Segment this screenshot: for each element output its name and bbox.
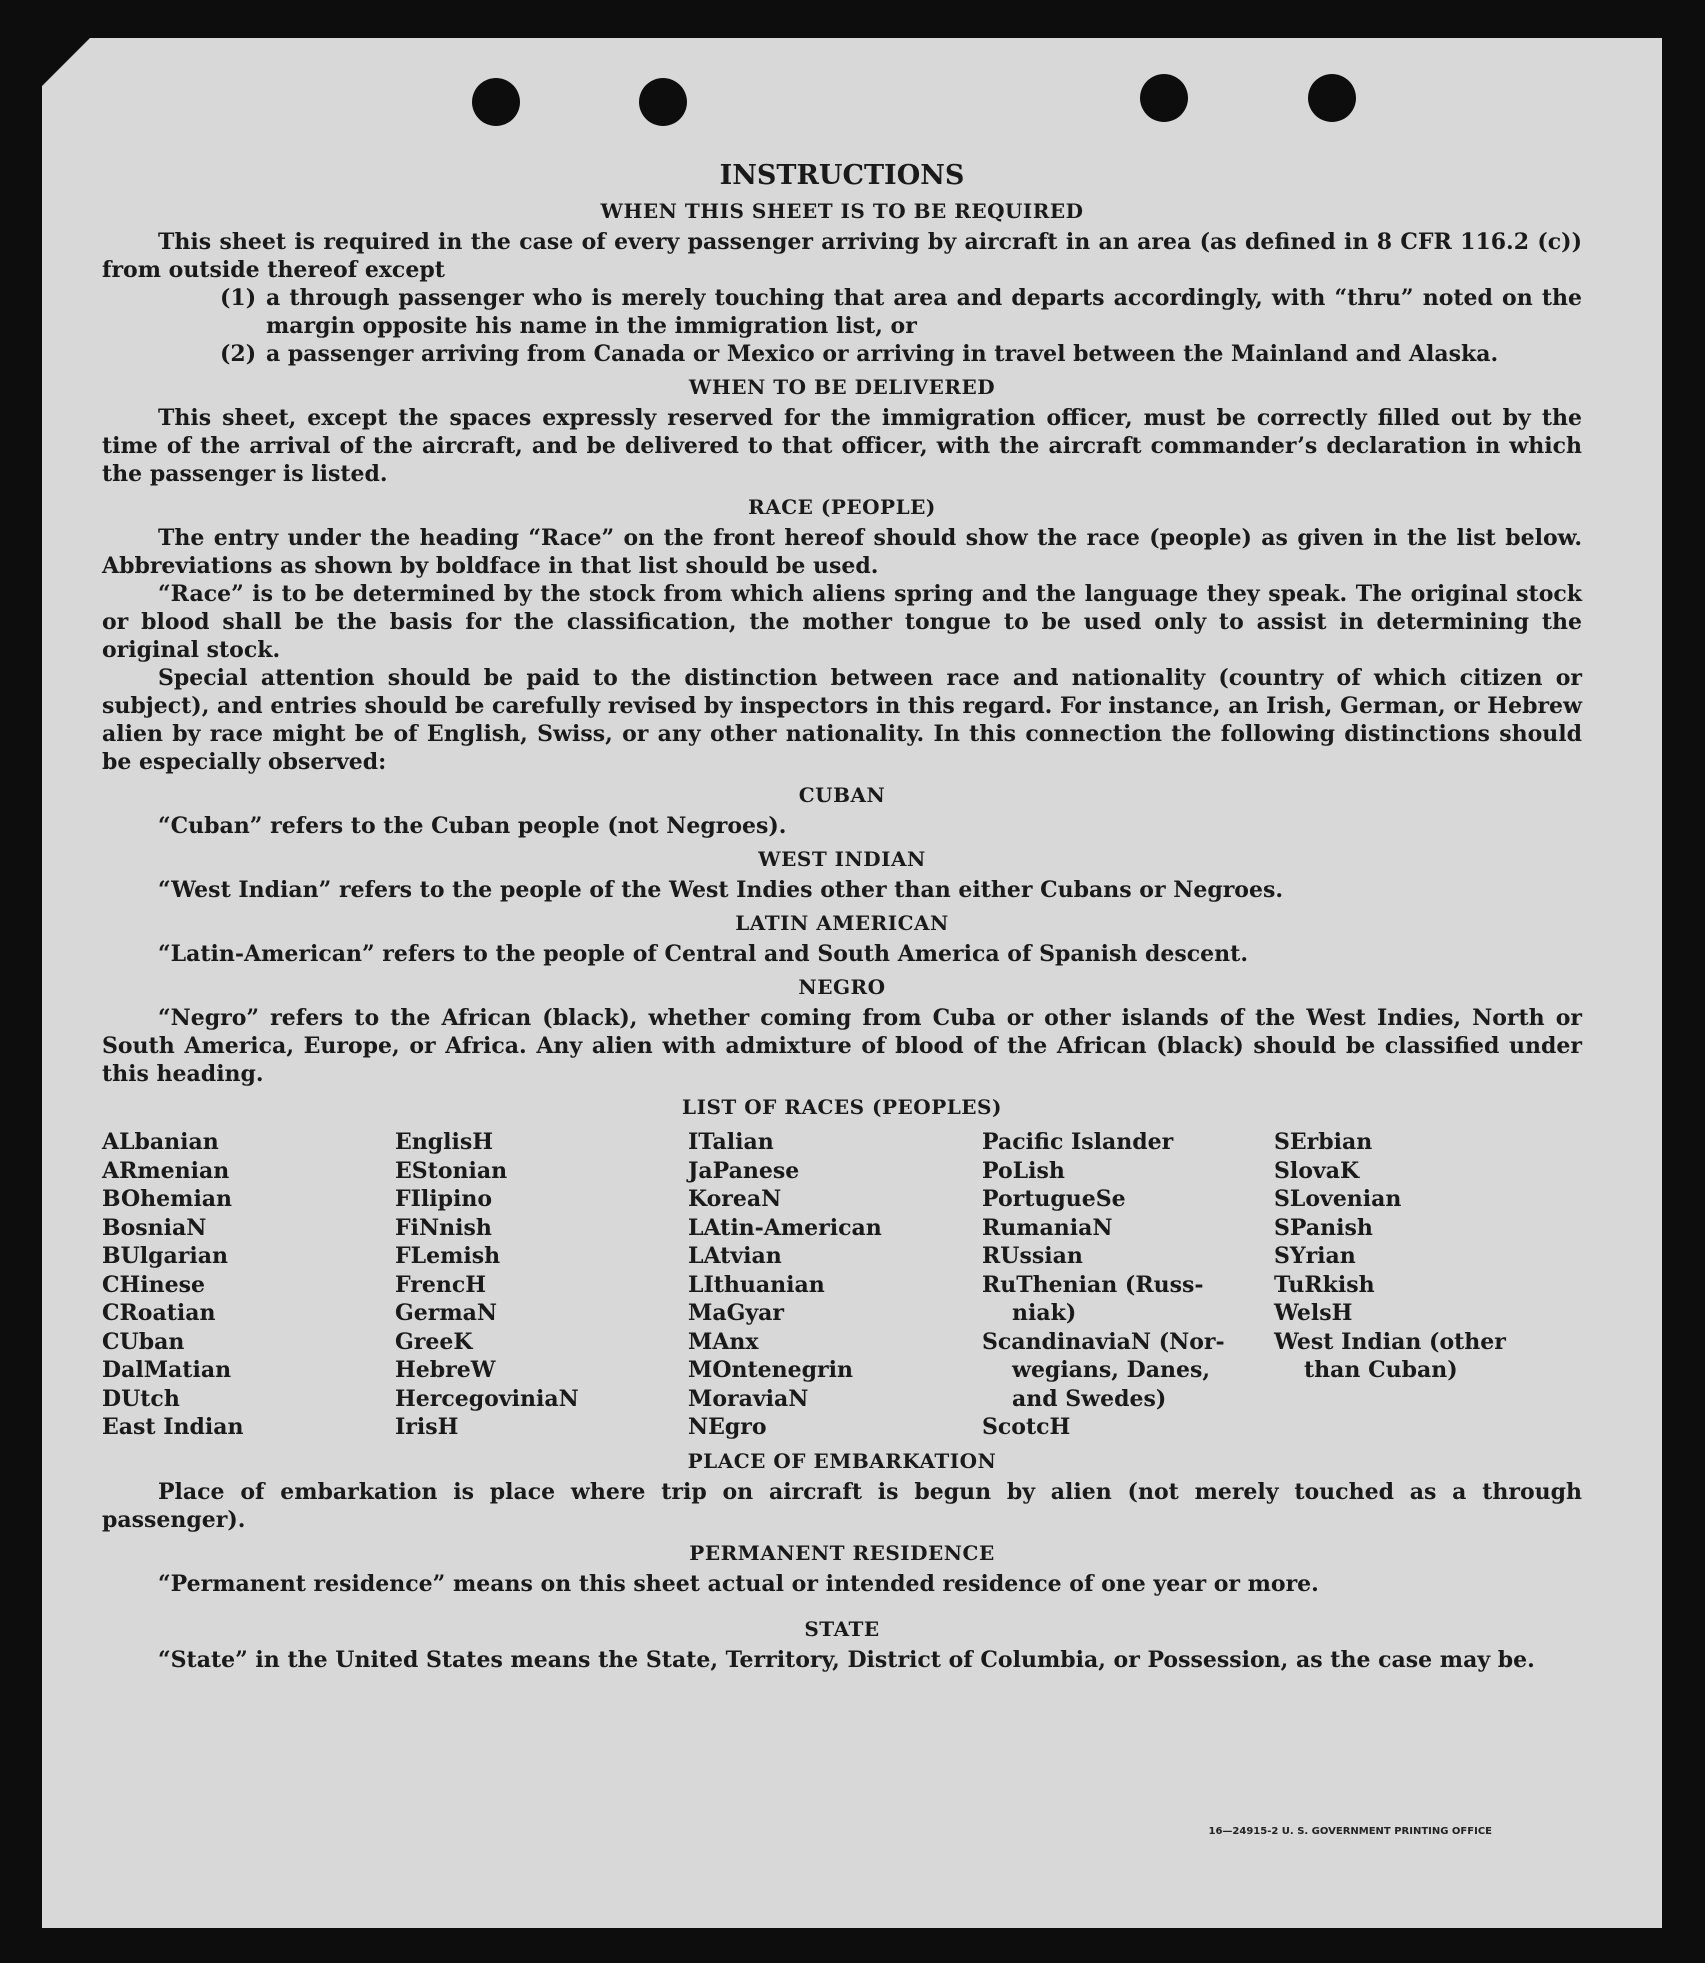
race-entry: BUlgarian [102,1243,228,1270]
races-column [688,1128,982,1442]
race-entry: and Swedes) [1012,1385,1167,1412]
race-entry: CHinese [102,1271,206,1298]
race-entry: FiNnish [395,1214,492,1241]
race-entry: NEgro [688,1414,767,1441]
section-heading-when-delivered: WHEN TO BE DELIVERED [688,375,996,400]
cuban-text: “Cuban” refers to the Cuban people (not Negroes). [158,813,787,840]
race-entry: HercegoviniaN [395,1385,579,1412]
race-entry: MoraviaN [688,1385,809,1412]
race-entry: wegians, Danes, [1012,1357,1210,1384]
residence-text: “Permanent residence” means on this sheet actual or intended residence of one year or more. [158,1570,1319,1597]
race-entry: FLemish [395,1243,501,1270]
race-entry: MAnx [688,1328,759,1355]
race-entry: ITalian [688,1129,774,1156]
race-entry: DalMatian [102,1357,232,1384]
section-heading-west-indian: WEST INDIAN [758,847,926,872]
race-entry: LIthuanian [688,1271,825,1298]
exception-item [102,284,1582,340]
race-entry: RuThenian (Russ- [982,1271,1204,1298]
item-number: (1) [220,285,257,312]
state-text: “State” in the United States means the State, Territory, District of Columbia, or Possession, as the case may be. [158,1646,1535,1673]
race-entry: RumaniaN [982,1214,1113,1241]
race-entry: SLovenian [1274,1186,1402,1213]
race-entry: than Cuban) [1304,1357,1458,1384]
race-entry: BosniaN [102,1214,207,1241]
races-list [102,1128,1582,1442]
races-column [982,1128,1274,1442]
race-entry: DUtch [102,1385,180,1412]
races-column [102,1128,395,1442]
race-entry: IrisH [395,1414,459,1441]
section-heading-cuban: CUBAN [798,783,886,808]
when-delivered-text: This sheet, except the spaces expressly reserved for the immigration officer, must be correctly filled out by the time of the arrival of the aircraft, and be delivered to that officer, with the aircraft commander’s declaration in which the passenger is listed. [102,405,1582,488]
section-heading-when-required: WHEN THIS SHEET IS TO BE REQUIRED [600,199,1084,224]
section-heading-latin-american: LATIN AMERICAN [735,911,949,936]
printer-line: 16—24915-2 U. S. GOVERNMENT PRINTING OFFICE [1208,1826,1492,1837]
race-entry: CUban [102,1328,185,1355]
race-entry: CRoatian [102,1300,216,1327]
race-entry: niak) [1012,1300,1077,1327]
race-entry: MOntenegrin [688,1357,853,1384]
negro-text: “Negro” refers to the African (black), whether coming from Cuba or other islands of the West Indies, North or South America, Europe, or Africa. Any alien with admixture of blood of the African (black) should be classified under this heading. [102,1005,1582,1088]
race-entry: WelsH [1274,1300,1353,1327]
race-entry: FrencH [395,1271,486,1298]
race-entry: PortugueSe [982,1186,1126,1213]
race-entry: ScotcH [982,1414,1071,1441]
section-heading-state: STATE [804,1616,880,1641]
race-entry: HebreW [395,1357,496,1384]
race-entry: SYrian [1274,1243,1356,1270]
west-indian-text: “West Indian” refers to the people of the West Indies other than either Cubans or Negroes. [158,877,1284,904]
race-entry: FIlipino [395,1186,493,1213]
page-title: INSTRUCTIONS [719,160,965,191]
race-entry: TuRkish [1274,1271,1375,1298]
race-entry: ARmenian [102,1157,230,1184]
race-entry: PoLish [982,1157,1065,1184]
instructions-content [102,160,1582,1674]
section-heading-race: RACE (PEOPLE) [748,495,936,520]
race-entry: KoreaN [688,1186,782,1213]
item-number: (2) [220,341,257,368]
race-entry: GermaN [395,1300,498,1327]
race-entry: EnglisH [395,1129,494,1156]
punch-hole [1308,74,1356,122]
punch-hole [472,78,520,126]
race-entry: ScandinaviaN (Nor- [982,1328,1225,1355]
race-entry: RUssian [982,1243,1083,1270]
race-entry: LAtvian [688,1243,782,1270]
document-page [42,38,1662,1928]
races-column [1274,1128,1574,1442]
section-heading-negro: NEGRO [798,975,886,1000]
race-paragraph: “Race” is to be determined by the stock from which aliens spring and the language they speak. The original stock or blood shall be the basis for the classification, the mother tongue to be used only to assist in determining the original stock. [102,581,1582,664]
section-heading-embarkation: PLACE OF EMBARKATION [687,1448,997,1473]
race-entry: JaPanese [688,1157,800,1184]
embarkation-text: Place of embarkation is place where trip on aircraft is begun by alien (not merely touched as a through passenger). [102,1478,1582,1533]
race-entry: East Indian [102,1414,244,1441]
race-entry: Pacific Islander [982,1129,1174,1156]
exception-item [102,340,1582,368]
race-entry: ALbanian [102,1129,219,1156]
race-entry: MaGyar [688,1300,785,1327]
races-column [395,1128,688,1442]
race-entry: LAtin-American [688,1214,882,1241]
section-heading-permanent-residence: PERMANENT RESIDENCE [689,1540,995,1565]
race-entry: BOhemian [102,1186,233,1213]
race-entry: West Indian (other [1274,1328,1506,1355]
race-entry: GreeK [395,1328,473,1355]
latin-american-text: “Latin-American” refers to the people of Central and South America of Spanish descent. [158,941,1248,968]
race-entry: SErbian [1274,1129,1373,1156]
folded-corner [42,38,90,86]
section-heading-list-of-races: LIST OF RACES (PEOPLES) [682,1095,1002,1120]
when-required-intro: This sheet is required in the case of every passenger arriving by aircraft in an area (as defined in 8 CFR 116.2 (c)) from outside thereof except [102,229,1582,284]
punch-hole [639,78,687,126]
race-entry: SPanish [1274,1214,1373,1241]
race-entry: EStonian [395,1157,508,1184]
race-entry: SlovaK [1274,1157,1360,1184]
punch-hole [1140,74,1188,122]
race-paragraph: Special attention should be paid to the distinction between race and nationality (country of which citizen or subject), and entries should be carefully revised by inspectors in this regard. For instance, an Irish, German, or Hebrew alien by race might be of English, Swiss, or any other nationality. In this connection the following distinctions should be especially observed: [102,665,1582,776]
race-paragraph: The entry under the heading “Race” on the front hereof should show the race (people) as given in the list below. Abbreviations as shown by boldface in that list should be used. [102,525,1582,580]
item-text: a through passenger who is merely touching that area and departs accordingly, with “thru” noted on the margin opposite his name in the immigration list, or [266,285,1582,340]
item-text: a passenger arriving from Canada or Mexico or arriving in travel between the Mainland and Alaska. [266,341,1499,368]
